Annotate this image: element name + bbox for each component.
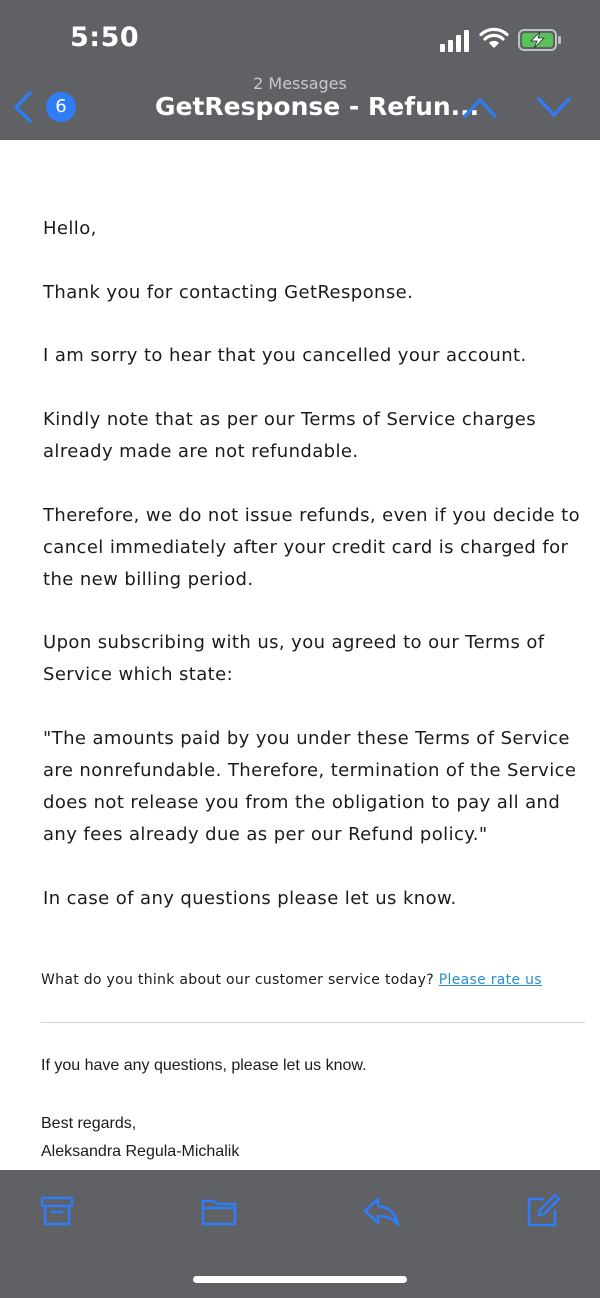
closing-question: If you have any questions, please let us know.	[41, 1057, 367, 1074]
battery-charging-icon	[518, 28, 562, 52]
reply-icon[interactable]	[362, 1192, 400, 1230]
email-body[interactable]	[0, 140, 600, 1170]
cellular-signal-icon	[440, 30, 472, 52]
rate-service-line	[41, 972, 586, 988]
email-subject-title: GetResponse - Refun...	[155, 92, 480, 121]
signer-name: Aleksandra Regula-Michalik	[41, 1143, 240, 1160]
email-paragraph: Thank you for contacting GetResponse.	[43, 282, 414, 303]
previous-message-chevron-up-icon[interactable]	[462, 94, 498, 120]
navigation-header	[0, 0, 600, 140]
message-count-label: 2 Messages	[253, 74, 347, 93]
rate-us-link[interactable]: Please rate us	[438, 972, 542, 988]
email-paragraph: Hello,	[43, 218, 97, 239]
compose-icon[interactable]	[524, 1192, 562, 1230]
archive-icon[interactable]	[38, 1192, 76, 1230]
home-indicator[interactable]	[193, 1276, 407, 1283]
email-paragraph: "The amounts paid by you under these Terms of Service are nonrefundable. Therefore, termination of the Service does not release you from the obligation to pay all and any fees already due as per our Refund policy."	[43, 728, 577, 845]
folder-icon[interactable]	[200, 1192, 238, 1230]
next-message-chevron-down-icon[interactable]	[536, 94, 572, 120]
email-paragraph: I am sorry to hear that you cancelled your account.	[43, 345, 527, 366]
back-chevron-icon[interactable]	[10, 90, 36, 124]
status-time: 5:50	[70, 22, 140, 53]
email-paragraph: Kindly note that as per our Terms of Service charges already made are not refundable.	[43, 409, 537, 462]
email-paragraph: In case of any questions please let us know.	[43, 888, 457, 909]
rate-service-prompt: What do you think about our customer service today?	[41, 972, 434, 988]
divider	[41, 1022, 585, 1023]
signoff: Best regards,	[41, 1115, 137, 1132]
unread-count-badge[interactable]: 6	[46, 92, 76, 122]
wifi-icon	[480, 28, 508, 50]
email-paragraph: Therefore, we do not issue refunds, even if you decide to cancel immediately after your credit card is charged for the new billing period.	[43, 505, 581, 590]
email-paragraph: Upon subscribing with us, you agreed to our Terms of Service which state:	[43, 632, 545, 685]
